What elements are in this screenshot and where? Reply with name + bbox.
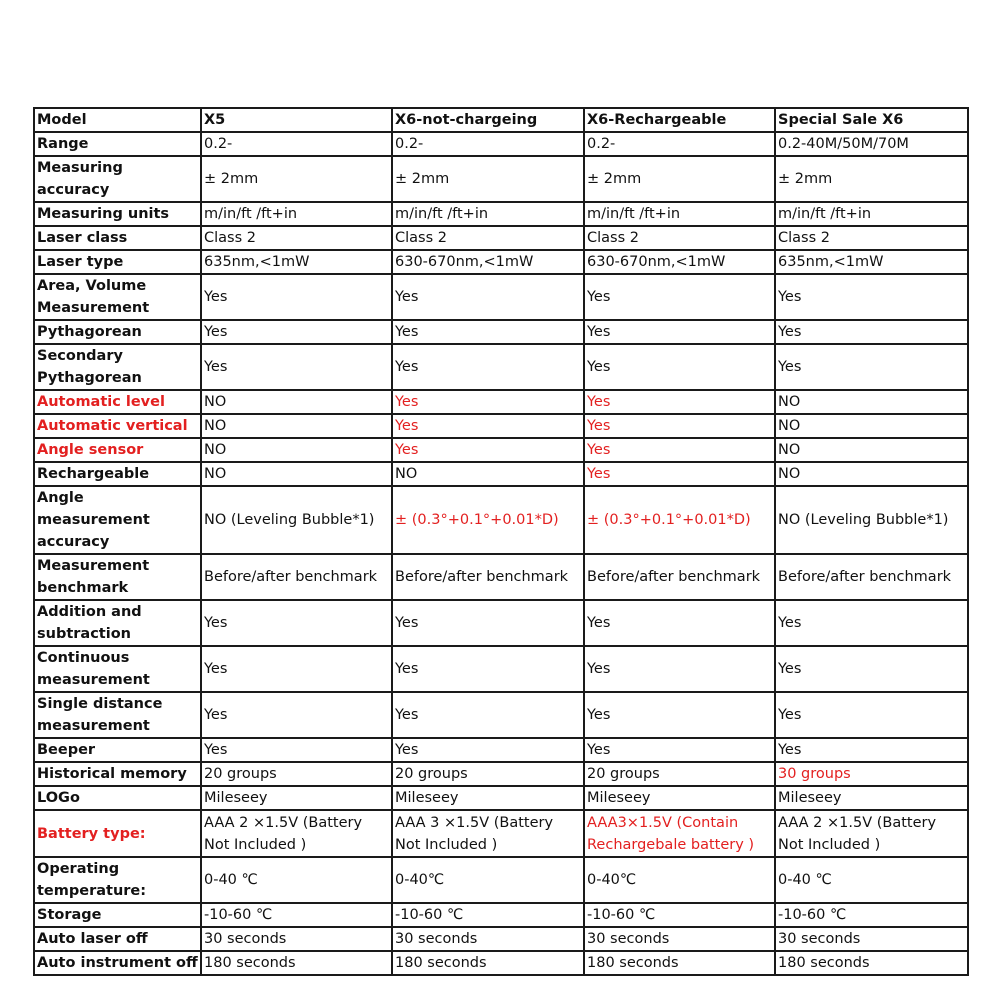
cell-value: 630-670nm,<1mW [392,250,584,274]
row-label: Auto instrument off [34,951,201,975]
cell-value: Yes [201,320,392,344]
header-row [34,108,968,132]
cell-value: 0.2- [584,132,775,156]
cell-value: NO [201,438,392,462]
row-label: Single distance measurement [34,692,201,738]
table-row [34,250,968,274]
header-x6-rechargeable: X6-Rechargeable [584,108,775,132]
cell-value: 0-40℃ [584,857,775,903]
cell-value: Yes [392,600,584,646]
table-row [34,226,968,250]
cell-value: 30 groups [775,762,968,786]
cell-value: Yes [201,692,392,738]
cell-value: Yes [775,320,968,344]
table-row [34,738,968,762]
table-row [34,274,968,320]
table-row [34,927,968,951]
row-label: Secondary Pythagorean [34,344,201,390]
cell-value: m/in/ft /ft+in [584,202,775,226]
cell-value: NO [392,462,584,486]
cell-value: 20 groups [201,762,392,786]
cell-value: 0-40 ℃ [201,857,392,903]
cell-value: NO (Leveling Bubble*1) [201,486,392,554]
cell-value: ± (0.3°+0.1°+0.01*D) [392,486,584,554]
cell-value: Class 2 [201,226,392,250]
row-label: Automatic level [34,390,201,414]
cell-value: Yes [775,274,968,320]
cell-value: Yes [201,738,392,762]
cell-value: Before/after benchmark [392,554,584,600]
cell-value: 30 seconds [201,927,392,951]
cell-value: Mileseey [392,786,584,810]
cell-value: 0.2-40M/50M/70M [775,132,968,156]
cell-value: Class 2 [584,226,775,250]
table-row [34,132,968,156]
row-label: Storage [34,903,201,927]
cell-value: 20 groups [392,762,584,786]
cell-value: -10-60 ℃ [201,903,392,927]
cell-value: AAA 2 ×1.5V (Battery Not Included ) [201,810,392,857]
cell-value: Yes [775,738,968,762]
cell-value: Mileseey [584,786,775,810]
cell-value: Yes [775,646,968,692]
cell-value: 0.2- [201,132,392,156]
row-label: Auto laser off [34,927,201,951]
table-row [34,414,968,438]
cell-value: Yes [584,646,775,692]
cell-value: m/in/ft /ft+in [775,202,968,226]
cell-value: NO [775,414,968,438]
cell-value: Mileseey [775,786,968,810]
cell-value: Yes [775,692,968,738]
cell-value: 0-40℃ [392,857,584,903]
table-row [34,344,968,390]
row-label: Pythagorean [34,320,201,344]
cell-value: ± 2mm [392,156,584,202]
table-row [34,951,968,975]
cell-value: Before/after benchmark [584,554,775,600]
table-row [34,554,968,600]
cell-value: NO (Leveling Bubble*1) [775,486,968,554]
cell-value: Yes [584,390,775,414]
cell-value: 180 seconds [201,951,392,975]
cell-value: 30 seconds [584,927,775,951]
row-label: Historical memory [34,762,201,786]
cell-value: Yes [392,692,584,738]
table-row [34,692,968,738]
cell-value: -10-60 ℃ [775,903,968,927]
table-row [34,786,968,810]
row-label: Operating temperature: [34,857,201,903]
row-label: Angle measurement accuracy [34,486,201,554]
cell-value: Yes [392,738,584,762]
cell-value: ± 2mm [584,156,775,202]
row-label: Range [34,132,201,156]
cell-value: ± 2mm [775,156,968,202]
table-row [34,202,968,226]
cell-value: 180 seconds [584,951,775,975]
cell-value: Yes [201,600,392,646]
cell-value: 630-670nm,<1mW [584,250,775,274]
cell-value: Yes [584,438,775,462]
header-special-sale-x6: Special Sale X6 [775,108,968,132]
table-row [34,486,968,554]
row-label: Automatic vertical [34,414,201,438]
cell-value: AAA 3 ×1.5V (Battery Not Included ) [392,810,584,857]
table-row [34,390,968,414]
cell-value: Yes [392,344,584,390]
table-row [34,462,968,486]
table-row [34,600,968,646]
cell-value: Yes [201,344,392,390]
cell-value: NO [775,438,968,462]
cell-value: Yes [584,462,775,486]
spec-comparison-table [33,107,969,976]
cell-value: 635nm,<1mW [775,250,968,274]
cell-value: Yes [584,600,775,646]
cell-value: Yes [584,274,775,320]
cell-value: Yes [392,438,584,462]
cell-value: AAA3×1.5V (Contain Rechargebale battery ) [584,810,775,857]
cell-value: Yes [584,320,775,344]
cell-value: Yes [201,646,392,692]
cell-value: ± (0.3°+0.1°+0.01*D) [584,486,775,554]
table-row [34,646,968,692]
cell-value: NO [201,462,392,486]
cell-value: 20 groups [584,762,775,786]
table-row [34,762,968,786]
cell-value: Yes [392,274,584,320]
table-row [34,810,968,857]
row-label: Continuous measurement [34,646,201,692]
cell-value: 180 seconds [392,951,584,975]
cell-value: 30 seconds [392,927,584,951]
cell-value: Yes [584,414,775,438]
cell-value: 30 seconds [775,927,968,951]
row-label: Area, Volume Measurement [34,274,201,320]
row-label: LOGo [34,786,201,810]
header-x5: X5 [201,108,392,132]
cell-value: m/in/ft /ft+in [392,202,584,226]
cell-value: Class 2 [392,226,584,250]
cell-value: Before/after benchmark [775,554,968,600]
cell-value: -10-60 ℃ [392,903,584,927]
cell-value: Mileseey [201,786,392,810]
row-label: Beeper [34,738,201,762]
cell-value: Before/after benchmark [201,554,392,600]
cell-value: Yes [584,692,775,738]
cell-value: 0-40 ℃ [775,857,968,903]
row-label: Battery type: [34,810,201,857]
cell-value: NO [201,414,392,438]
table-row [34,320,968,344]
row-label: Angle sensor [34,438,201,462]
cell-value: Yes [775,600,968,646]
cell-value: Yes [584,344,775,390]
row-label: Measurement benchmark [34,554,201,600]
cell-value: 180 seconds [775,951,968,975]
table-row [34,857,968,903]
cell-value: Yes [392,646,584,692]
cell-value: Yes [392,390,584,414]
row-label: Measuring units [34,202,201,226]
row-label: Rechargeable [34,462,201,486]
cell-value: Yes [392,320,584,344]
table-row [34,156,968,202]
cell-value: 635nm,<1mW [201,250,392,274]
cell-value: NO [201,390,392,414]
cell-value: m/in/ft /ft+in [201,202,392,226]
row-label: Measuring accuracy [34,156,201,202]
row-label: Laser type [34,250,201,274]
row-label: Addition and subtraction [34,600,201,646]
cell-value: NO [775,462,968,486]
cell-value: Yes [584,738,775,762]
table-row [34,903,968,927]
cell-value: 0.2- [392,132,584,156]
table-row [34,438,968,462]
cell-value: Class 2 [775,226,968,250]
cell-value: AAA 2 ×1.5V (Battery Not Included ) [775,810,968,857]
row-label: Laser class [34,226,201,250]
cell-value: Yes [392,414,584,438]
header-x6-not-charging: X6-not-chargeing [392,108,584,132]
cell-value: Yes [775,344,968,390]
cell-value: -10-60 ℃ [584,903,775,927]
cell-value: Yes [201,274,392,320]
cell-value: NO [775,390,968,414]
header-model: Model [34,108,201,132]
cell-value: ± 2mm [201,156,392,202]
